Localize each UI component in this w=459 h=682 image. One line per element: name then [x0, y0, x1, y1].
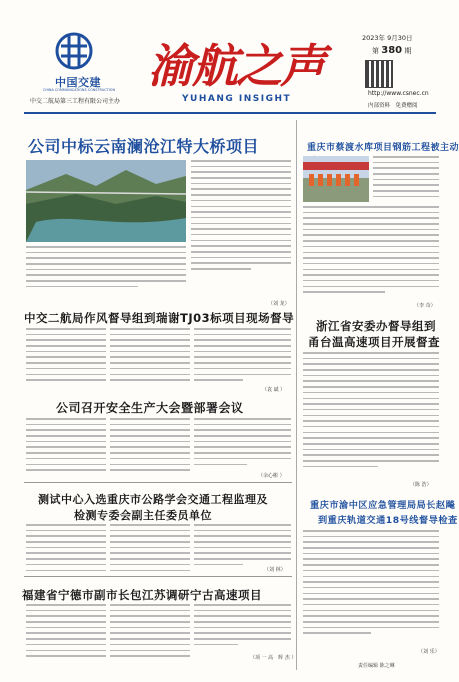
article-4-body-col-1	[26, 524, 106, 576]
article-2-body-col-2	[110, 328, 190, 388]
article-3-body-col-2	[110, 418, 190, 476]
credit-7: （刘 乐）	[418, 649, 440, 655]
article-5-body-col-2	[110, 604, 190, 664]
article-5-body-col-1	[26, 604, 106, 664]
article-4-headline-line-2: 检测专委会副主任委员单位	[74, 509, 212, 522]
side-2-body	[303, 352, 439, 484]
credit-6: （陈 浩）	[410, 482, 432, 488]
credit-2: （袁 斌 ）	[262, 387, 286, 393]
brand-name-en: CHINA COMMUNICATIONS CONSTRUCTION	[43, 88, 115, 92]
article-4-body-col-2	[110, 524, 190, 576]
masthead-rule	[24, 112, 436, 114]
issue-prefix: 第	[372, 47, 379, 55]
credit-3: （余心彬 ）	[258, 473, 285, 479]
article-4-headline-line-1: 测试中心入选重庆市公路学会交通工程监理及	[38, 493, 268, 506]
side-2-headline-line-1: 浙江省安委办督导组到	[316, 319, 436, 333]
side-2-headline-line-2: 甬台温高速项目开展督查	[308, 335, 440, 349]
lead-headline: 公司中标云南澜沧江特大桥项目	[28, 137, 260, 156]
qr-code	[365, 60, 393, 88]
issue-number-block	[372, 45, 411, 56]
logo-emblem	[55, 32, 93, 70]
article-5-body-col-3	[194, 604, 291, 656]
side-3-headline-line-2: 到重庆轨道交通18号线督导检查	[318, 515, 458, 526]
issue-number: 380	[381, 45, 403, 56]
lead-body-col-1	[26, 246, 186, 300]
article-5-headline: 福建省宁德市副市长包江苏调研宁古高速项目	[22, 588, 262, 602]
article-3-body-col-3	[194, 418, 291, 476]
article-3-headline: 公司召开安全生产大会暨部署会议	[56, 401, 244, 415]
article-2-headline: 中交二航局作风督导组到瑞谢TJ03标项目现场督导	[24, 311, 295, 325]
issue-date: 2023年 9月30日	[362, 34, 413, 42]
website-link[interactable]: http://www.csnec.cn	[368, 90, 429, 97]
credit-4: （刘 林）	[264, 567, 286, 573]
masthead-title: 渝航之声	[148, 39, 324, 93]
credit-1: （刘 龙）	[268, 301, 290, 307]
side-1-body	[303, 206, 439, 304]
side-1-headline: 重庆市蔡渡水库项目钢筋工程被主动	[307, 143, 459, 153]
article-2-body-col-1	[26, 328, 106, 388]
side-3-headline-line-1: 重庆市渝中区应急管理局局长赵飚	[310, 500, 456, 511]
credit-8: （项 一 高 辉 杰 ）	[250, 655, 297, 661]
issue-suffix: 期	[404, 47, 412, 55]
lead-photo	[26, 160, 186, 242]
brand-name-cn: 中国交建	[55, 76, 101, 89]
editor-credit: 责任编辑 陈之琳	[358, 663, 395, 669]
article-2-body-col-3	[194, 328, 291, 388]
article-3-body-col-1	[26, 418, 106, 476]
side-3-body	[303, 530, 439, 652]
article-4-divider	[24, 482, 292, 483]
credit-5: （李 奇）	[414, 303, 436, 309]
tagline: 内部资料 免费赠阅	[368, 103, 418, 109]
sponsor-line: 中交二航局第三工程有限公司主办	[30, 98, 121, 105]
side-1-photo	[303, 156, 369, 202]
lead-body-col-2	[191, 160, 291, 300]
article-5-divider	[24, 576, 292, 577]
column-separator	[296, 120, 297, 670]
masthead-title-en: YUHANG INSIGHT	[182, 94, 292, 104]
side-1-body-right	[373, 156, 439, 202]
